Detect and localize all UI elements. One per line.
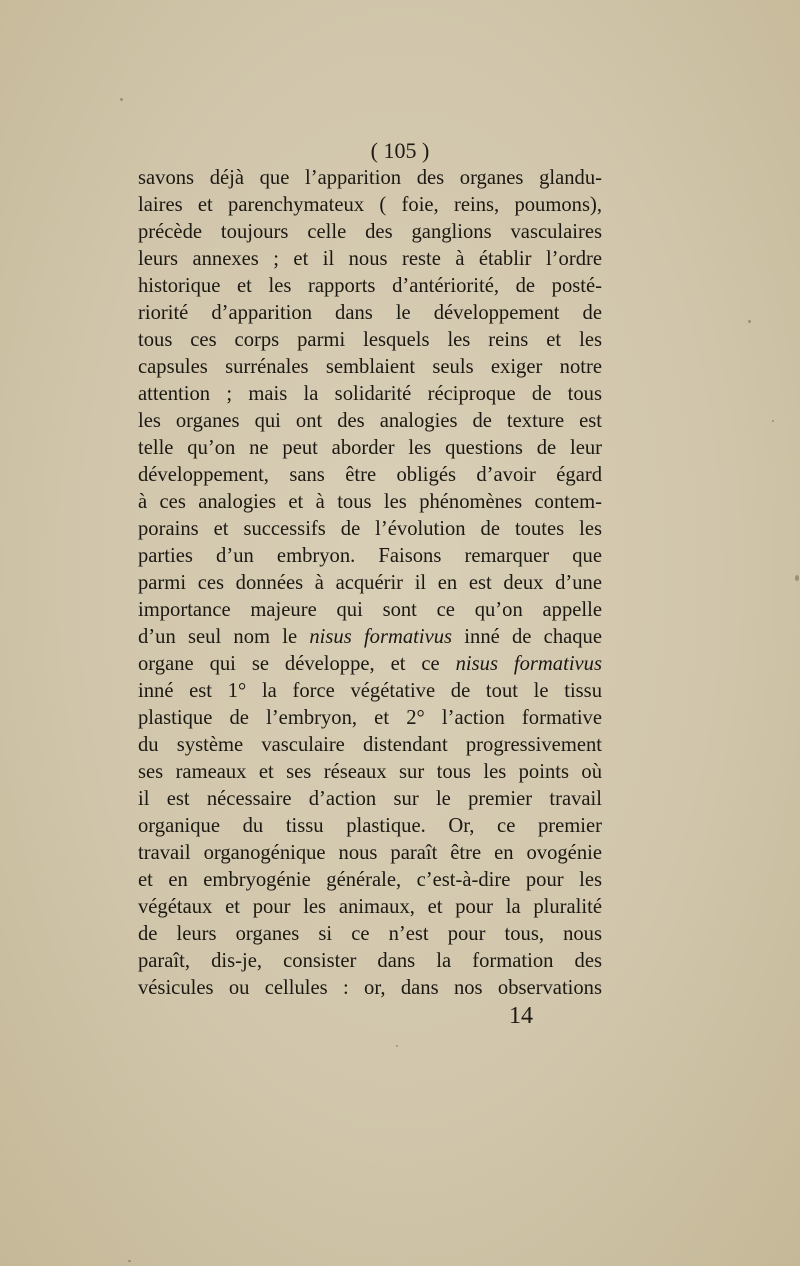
text-line: précède toujours celle des ganglions vasculaires — [138, 221, 602, 244]
signature-mark: 14 — [509, 1003, 533, 1029]
paper-speck — [748, 320, 751, 323]
text-line: parties d’un embryon. Faisons remarquer que — [138, 545, 602, 568]
page-number: ( 105 ) — [370, 138, 430, 163]
text-line: et en embryogénie générale, c’est-à-dire pour les — [138, 869, 602, 892]
text-line: de leurs organes si ce n’est pour tous, nous — [138, 923, 602, 946]
text-line: historique et les rapports d’antériorité, de posté- — [138, 275, 602, 298]
text-line: inné est 1° la force végétative de tout le tissu — [138, 680, 602, 703]
text-line: riorité d’apparition dans le développement de — [138, 302, 602, 325]
text-line: importance majeure qui sont ce qu’on appelle — [138, 599, 602, 622]
text-line: tous ces corps parmi lesquels les reins et les — [138, 329, 602, 352]
text-line: à ces analogies et à tous les phénomènes contem- — [138, 491, 602, 514]
text-line: développement, sans être obligés d’avoir égard — [138, 464, 602, 487]
text-line: d’un seul nom le nisus formativus inné de chaque — [138, 626, 602, 649]
paper-speck — [795, 575, 799, 581]
text-line: il est nécessaire d’action sur le premier travail — [138, 788, 602, 811]
paper-speck — [772, 420, 774, 422]
text-line: attention ; mais la solidarité réciproque de tous — [138, 383, 602, 406]
text-line: telle qu’on ne peut aborder les questions de leur — [138, 437, 602, 460]
paper-speck — [128, 1260, 131, 1262]
text-line: leurs annexes ; et il nous reste à établir l’ordre — [138, 248, 602, 271]
text-line: laires et parenchymateux ( foie, reins, poumons), — [138, 194, 602, 217]
text-line: plastique de l’embryon, et 2° l’action formative — [138, 707, 602, 730]
paper-speck — [120, 98, 123, 101]
text-line: travail organogénique nous paraît être en ovogénie — [138, 842, 602, 865]
text-line: organique du tissu plastique. Or, ce premier — [138, 815, 602, 838]
text-line: végétaux et pour les animaux, et pour la pluralité — [138, 896, 602, 919]
paper-speck — [396, 1045, 398, 1047]
text-line: organe qui se développe, et ce nisus formativus — [138, 653, 602, 676]
text-line: capsules surrénales semblaient seuls exiger notre — [138, 356, 602, 379]
text-line: paraît, dis-je, consister dans la formation des — [138, 950, 602, 973]
text-line: du système vasculaire distendant progressivement — [138, 734, 602, 757]
text-line: les organes qui ont des analogies de texture est — [138, 410, 602, 433]
text-line: porains et successifs de l’évolution de toutes les — [138, 518, 602, 541]
text-line: ses rameaux et ses réseaux sur tous les points où — [138, 761, 602, 784]
text-line: parmi ces données à acquérir il en est deux d’une — [138, 572, 602, 595]
body-text — [138, 165, 602, 1002]
text-line: vésicules ou cellules : or, dans nos observations — [138, 977, 602, 1000]
text-line: savons déjà que l’apparition des organes glandu- — [138, 167, 602, 189]
